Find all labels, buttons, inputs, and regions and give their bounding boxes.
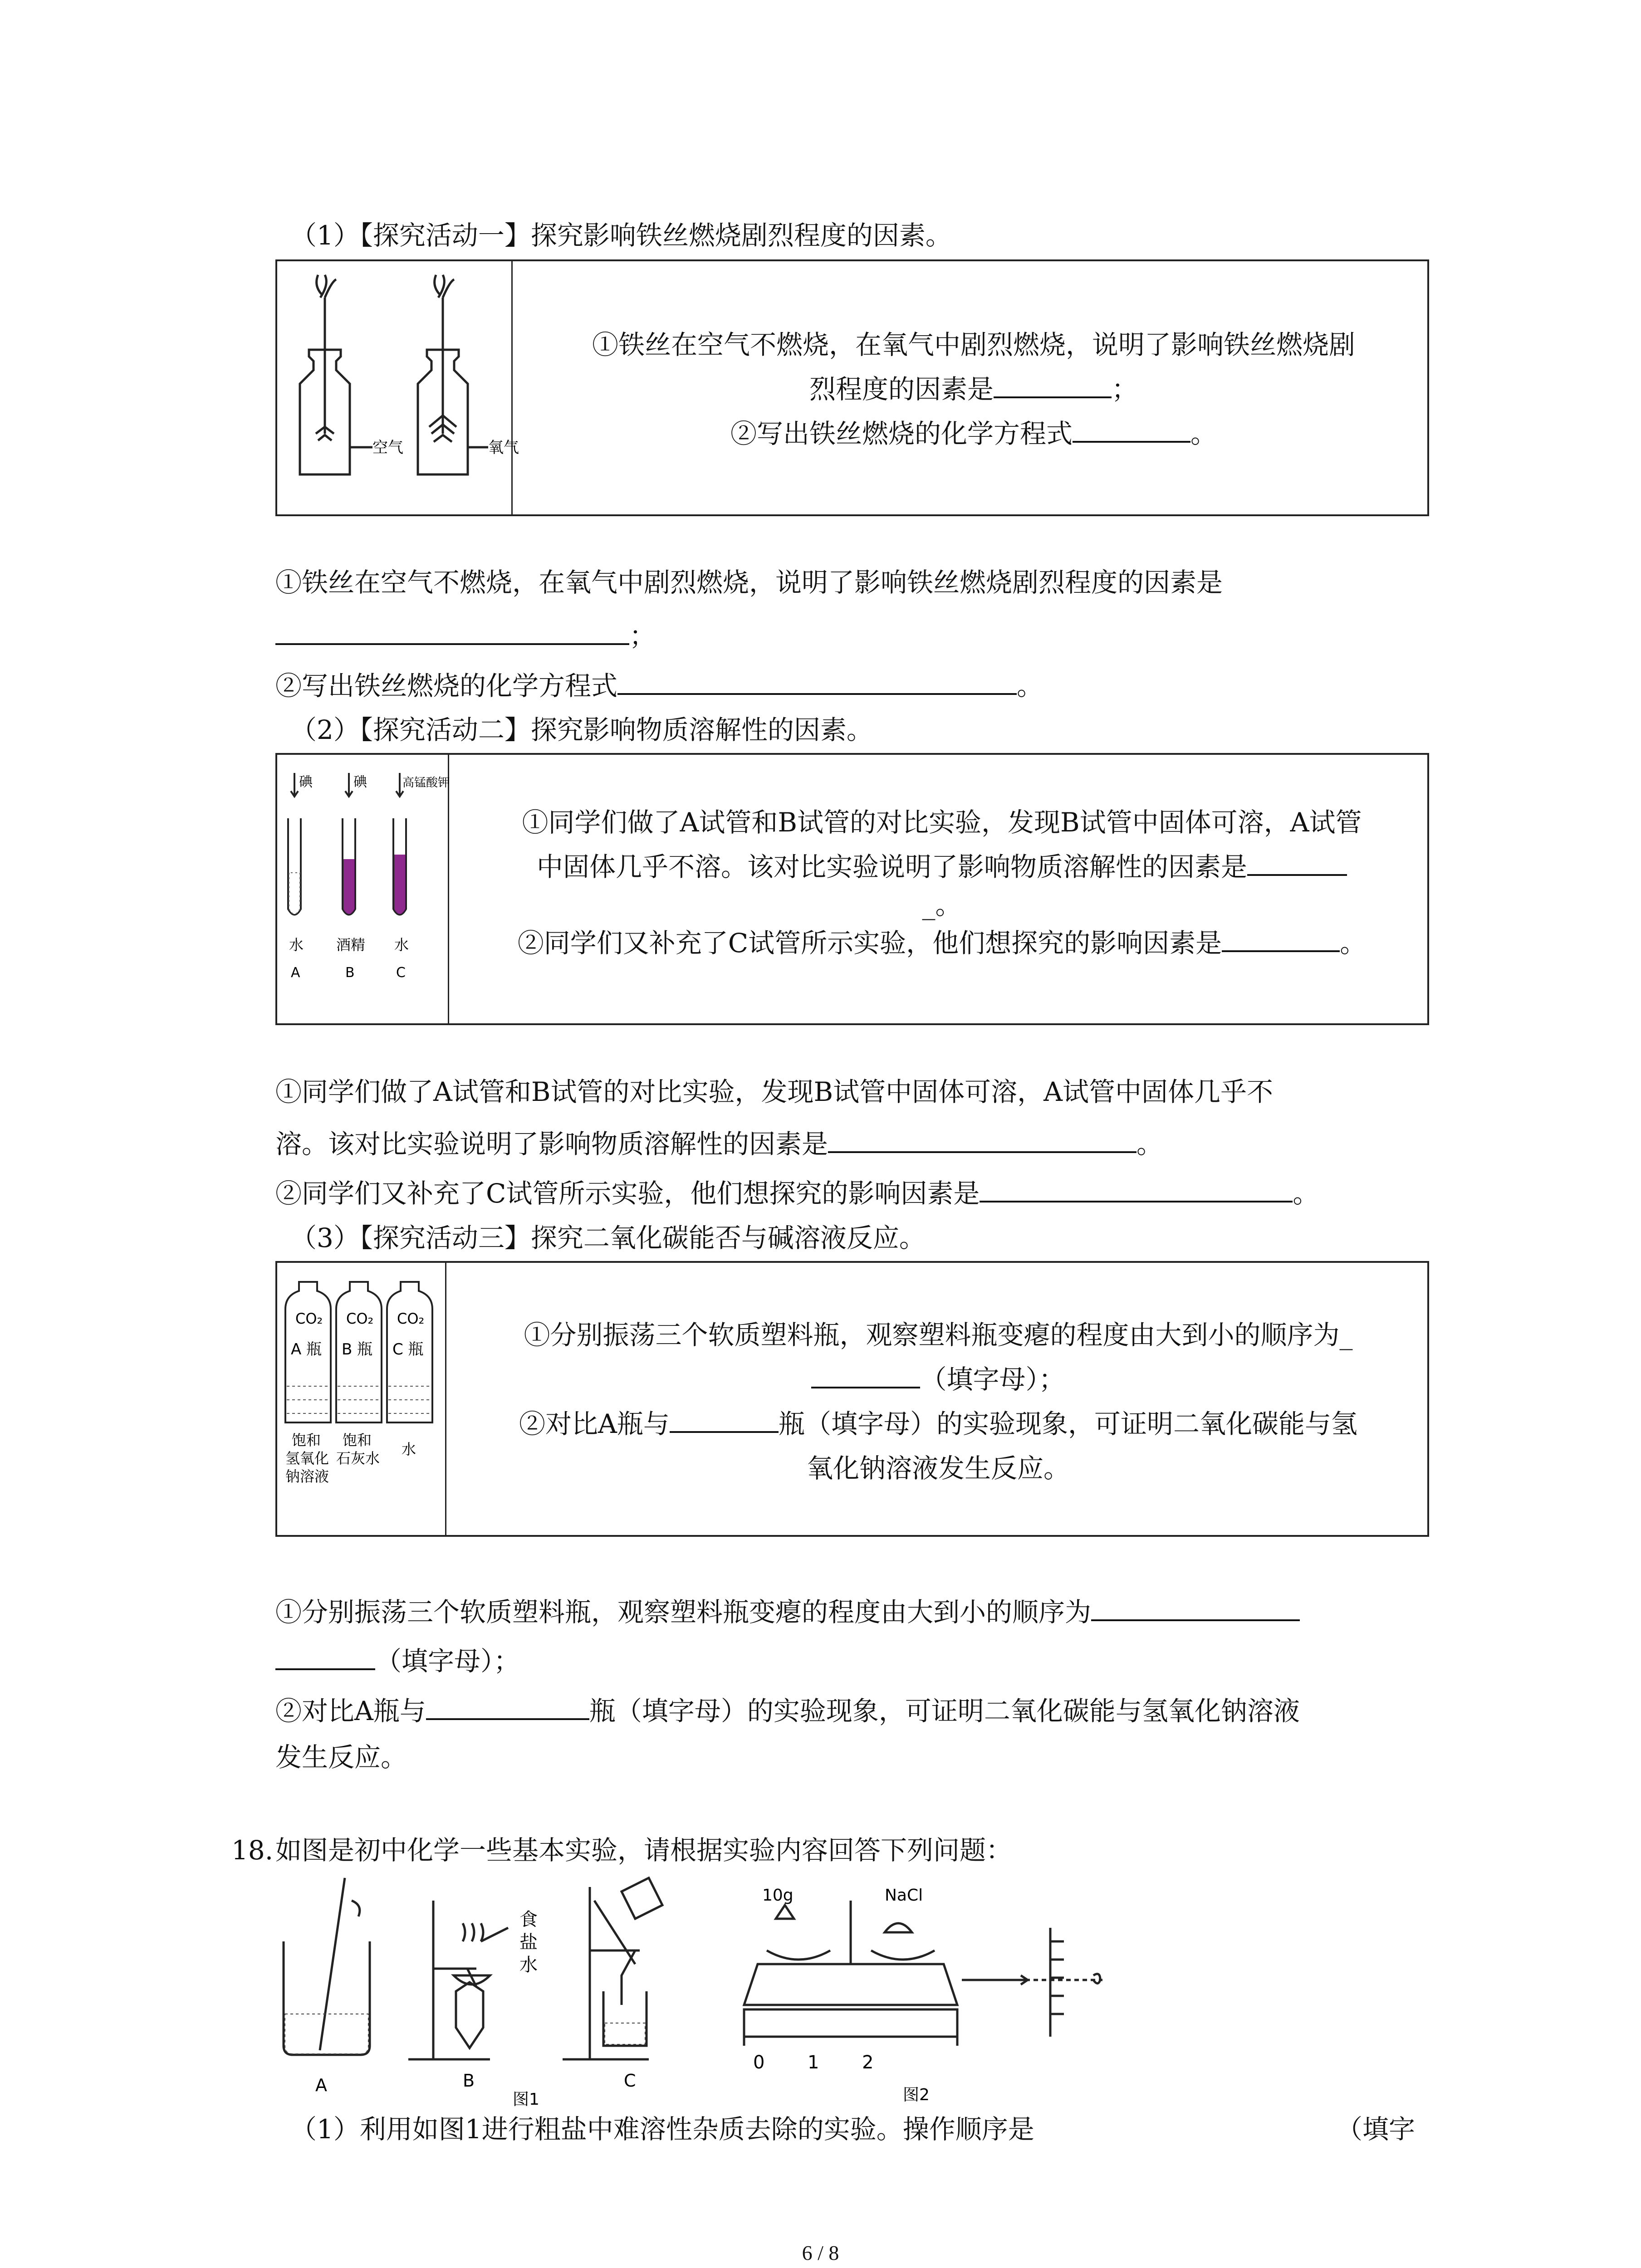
part1-q1-blank[interactable] xyxy=(275,621,629,645)
bottle-c-gas: CO₂ xyxy=(397,1310,425,1327)
part2-box xyxy=(275,753,1429,1025)
bottle-a-liquid-1: 饱和 xyxy=(292,1432,321,1449)
part2-box-line3: _。 xyxy=(922,890,962,920)
fig1-caption: 图1 xyxy=(513,2090,539,2109)
tube-a-top-label: 碘 xyxy=(299,774,313,790)
part1-box-line3: ②写出铁丝燃烧的化学方程式 。 xyxy=(730,418,1217,449)
part3-q1-line2: （填字母）； xyxy=(275,1646,520,1674)
tube-b-label: B xyxy=(345,965,355,981)
part2-box-line2: 中固体几乎不溶。该对比实验说明了影响物质溶解性的因素是 xyxy=(459,845,1425,889)
part1-q1-line2: ； xyxy=(275,621,656,649)
co2-bottles-figure xyxy=(285,1273,440,1527)
part1-box-blank1[interactable] xyxy=(994,374,1112,398)
salt-water-label-1: 食 xyxy=(519,1909,538,1930)
fig1-label-a: A xyxy=(315,2075,327,2095)
part2-box-line1: ①同学们做了A试管和B试管的对比实验，发现B试管中固体可溶，A试管 xyxy=(522,807,1362,838)
part2-q1-blank[interactable] xyxy=(828,1129,1136,1153)
part3-box-blank2[interactable] xyxy=(670,1408,779,1433)
fig2-caption: 图2 xyxy=(903,2086,930,2104)
part3-q2-line2: 发生反应。 xyxy=(275,1742,407,1773)
part3-q1-blank1[interactable] xyxy=(1091,1597,1300,1621)
page-number: 6 / 8 xyxy=(802,2241,839,2264)
part3-box-line2: （填字母）； xyxy=(455,1357,1421,1402)
bottle-a-liquid-3: 钠溶液 xyxy=(285,1468,329,1485)
part2-box-text xyxy=(459,800,1425,965)
test-tubes-figure xyxy=(281,764,450,1018)
q18-number: 18. xyxy=(231,1835,274,1866)
lab-experiments-figure xyxy=(277,1873,1184,2109)
q18-sub1: （1）利用如图1进行粗盐中难溶性杂质去除的实验。操作顺序是 xyxy=(290,2114,1034,2145)
part2-box-divider xyxy=(448,755,449,1023)
bottle-b-liquid-2: 石灰水 xyxy=(336,1450,380,1467)
part3-q1-blank2[interactable] xyxy=(275,1646,375,1670)
part2-q1-line2: 溶。该对比实验说明了影响物质溶解性的因素是 。 xyxy=(275,1129,1163,1159)
part3-box-line3: ②对比A瓶与 瓶（填字母）的实验现象，可证明二氧化碳能与氢 xyxy=(519,1408,1357,1439)
tube-a-label: A xyxy=(291,965,300,981)
part1-box-line1: ①铁丝在空气不燃烧，在氧气中剧烈燃烧，说明了影响铁丝燃烧剧 xyxy=(592,329,1355,360)
fig1-label-b: B xyxy=(463,2071,475,2091)
fig2-scale-2: 2 xyxy=(862,2052,874,2073)
bottle-a-label: A 瓶 xyxy=(291,1340,322,1359)
part3-q1-line1: ①分别振荡三个软质塑料瓶，观察塑料瓶变瘪的程度由大到小的顺序为 xyxy=(275,1597,1300,1625)
part1-box-text xyxy=(522,323,1425,456)
bottle-b-label: B 瓶 xyxy=(342,1340,373,1359)
q18-text: 如图是初中化学一些基本实验，请根据实验内容回答下列问题： xyxy=(275,1835,1013,1866)
part3-box-line4: 氧化钠溶液发生反应。 xyxy=(806,1453,1070,1484)
fig2-scale-0: 0 xyxy=(753,2052,765,2073)
bottle-a-gas: CO₂ xyxy=(295,1310,323,1327)
part1-box-divider xyxy=(511,261,513,514)
part2-q2-blank[interactable] xyxy=(980,1178,1293,1202)
tube-c-solvent: 水 xyxy=(394,936,409,953)
part1-box-line2: 烈程度的因素是 ； xyxy=(809,374,1138,405)
tube-b-top-label: 碘 xyxy=(353,774,367,790)
fig2-nacl-label: NaCl xyxy=(885,1886,923,1905)
q18-sub1-end: （填字 xyxy=(1336,2114,1416,2145)
part2-q2: ②同学们又补充了C试管所示实验，他们想探究的影响因素是 。 xyxy=(275,1178,1319,1209)
part1-q2-blank[interactable] xyxy=(617,670,1017,695)
part3-box-line1: ①分别振荡三个软质塑料瓶，观察塑料瓶变瘪的程度由大到小的顺序为_ xyxy=(524,1320,1353,1350)
part1-box-blank2[interactable] xyxy=(1073,418,1190,443)
salt-water-label-2: 盐 xyxy=(519,1932,538,1953)
fig2-scale-1: 1 xyxy=(808,2052,819,2073)
part1-heading: （1）【探究活动一】探究影响铁丝燃烧剧烈程度的因素。 xyxy=(290,220,952,251)
fig2-weight-label: 10g xyxy=(762,1886,794,1905)
part1-q2: ②写出铁丝燃烧的化学方程式 。 xyxy=(275,670,1043,701)
part2-box-blank2[interactable] xyxy=(1222,928,1340,952)
bottle-a-liquid-2: 氢氧化 xyxy=(285,1450,329,1467)
part3-box xyxy=(275,1261,1429,1537)
bottle-b-liquid-1: 饱和 xyxy=(343,1432,372,1449)
part3-box-blank1[interactable] xyxy=(811,1364,920,1388)
air-label: 空气 xyxy=(372,439,403,457)
part2-heading: （2）【探究活动二】探究影响物质溶解性的因素。 xyxy=(290,714,873,745)
part3-q2-blank[interactable] xyxy=(426,1696,589,1720)
part3-box-text xyxy=(455,1313,1421,1491)
part1-q1-line1: ①铁丝在空气不燃烧，在氧气中剧烈燃烧，说明了影响铁丝燃烧剧烈程度的因素是 xyxy=(275,567,1223,598)
iron-wire-combustion-figure xyxy=(282,270,519,506)
tube-c-top-label: 高锰酸钾 xyxy=(402,776,450,790)
oxygen-label: 氧气 xyxy=(488,439,519,457)
part2-box-blank1[interactable] xyxy=(1247,851,1347,876)
bottle-b-gas: CO₂ xyxy=(346,1310,374,1327)
bottle-c-liquid: 水 xyxy=(402,1441,416,1458)
tube-b-solvent: 酒精 xyxy=(336,936,366,953)
part3-heading: （3）【探究活动三】探究二氧化碳能否与碱溶液反应。 xyxy=(290,1222,926,1253)
part2-box-line4: ②同学们又补充了C试管所示实验，他们想探究的影响因素是 。 xyxy=(517,928,1367,958)
part3-box-divider xyxy=(445,1263,446,1535)
fig1-label-c: C xyxy=(624,2071,636,2091)
part3-q2: ②对比A瓶与 瓶（填字母）的实验现象，可证明二氧化碳能与氢氧化钠溶液 xyxy=(275,1696,1300,1726)
tube-a-solvent: 水 xyxy=(289,936,304,953)
tube-c-label: C xyxy=(396,965,406,981)
part1-box xyxy=(275,259,1429,516)
part2-q1-line1: ①同学们做了A试管和B试管的对比实验，发现B试管中固体可溶，A试管中固体几乎不 xyxy=(275,1076,1274,1107)
salt-water-label-3: 水 xyxy=(519,1955,538,1975)
bottle-c-label: C 瓶 xyxy=(392,1340,424,1359)
